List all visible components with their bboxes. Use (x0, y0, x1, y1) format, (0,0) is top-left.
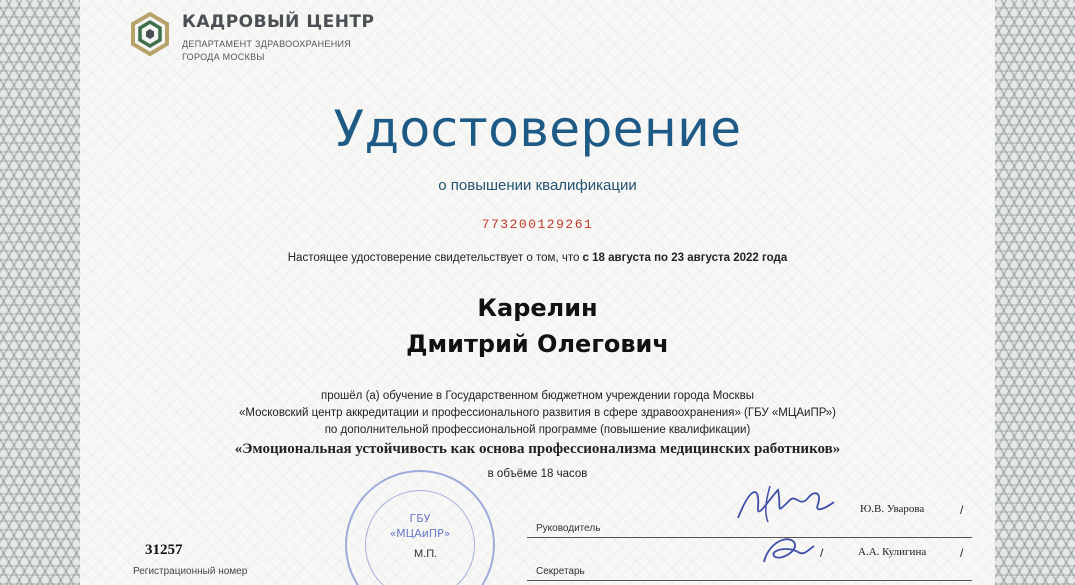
certificate-number: 773200129261 (481, 217, 594, 232)
secretary-signature-slash-right: / (960, 546, 964, 560)
holder-surname: Карелин (477, 294, 598, 322)
head-role-label: Руководитель (536, 523, 601, 534)
stamp-text-gbu: ГБУ (409, 512, 431, 525)
stamp-text-org: «МЦАиПР» (389, 527, 451, 540)
certificate-body (80, 0, 995, 585)
training-text-line1: прошёл (а) обучение в Государственном бюджетном учреждении города Москвы (321, 390, 754, 402)
secretary-signer-name: А.А. Кулигина (858, 546, 927, 558)
document-subtitle: о повышении квалификации (438, 177, 637, 194)
holder-given-name: Дмитрий Олегович (406, 330, 669, 358)
program-title: «Эмоциональная устойчивость как основа профессионализма медицинских работников» (234, 441, 841, 457)
logo-subtitle-line1: ДЕПАРТАМЕНТ ЗДРАВООХРАНЕНИЯ (182, 39, 352, 49)
head-signature-slash: / (960, 503, 964, 517)
secretary-signature-icon (758, 528, 818, 570)
secretary-signature-slash-left: / (820, 546, 824, 560)
program-volume: в объёме 18 часов (487, 468, 588, 480)
certifies-line (0, 252, 1075, 264)
training-period: с 18 августа по 23 августа 2022 года (582, 252, 788, 264)
secretary-signature-line (527, 580, 972, 581)
logo-subtitle (182, 38, 375, 64)
stamp-place-label: М.П. (414, 548, 438, 560)
training-text-line3: по дополнительной профессиональной программе (повышение квалификации) (324, 424, 751, 436)
registration-number-label: Регистрационный номер (133, 566, 248, 577)
training-text-line2: «Московский центр аккредитации и профессионального развития в сфере здравоохранения» (ГБУ «МЦАиПР») (239, 407, 836, 419)
registration-number: 31257 (145, 542, 183, 558)
left-guilloche-border (0, 0, 80, 585)
logo-subtitle-line2: ГОРОДА МОСКВЫ (182, 52, 265, 62)
head-signer-name: Ю.В. Уварова (860, 503, 925, 515)
head-signature-icon (730, 478, 840, 526)
head-signature-line (527, 537, 972, 538)
certifies-prefix: Настоящее удостоверение свидетельствует о том, что (287, 252, 583, 264)
right-guilloche-border (995, 0, 1075, 585)
kadrovy-centr-logo (130, 12, 375, 64)
secretary-role-label: Секретарь (536, 566, 585, 577)
logo-title: КАДРОВЫЙ ЦЕНТР (182, 12, 375, 32)
document-title: Удостоверение (333, 100, 742, 158)
hexagon-logo-icon (130, 12, 170, 56)
